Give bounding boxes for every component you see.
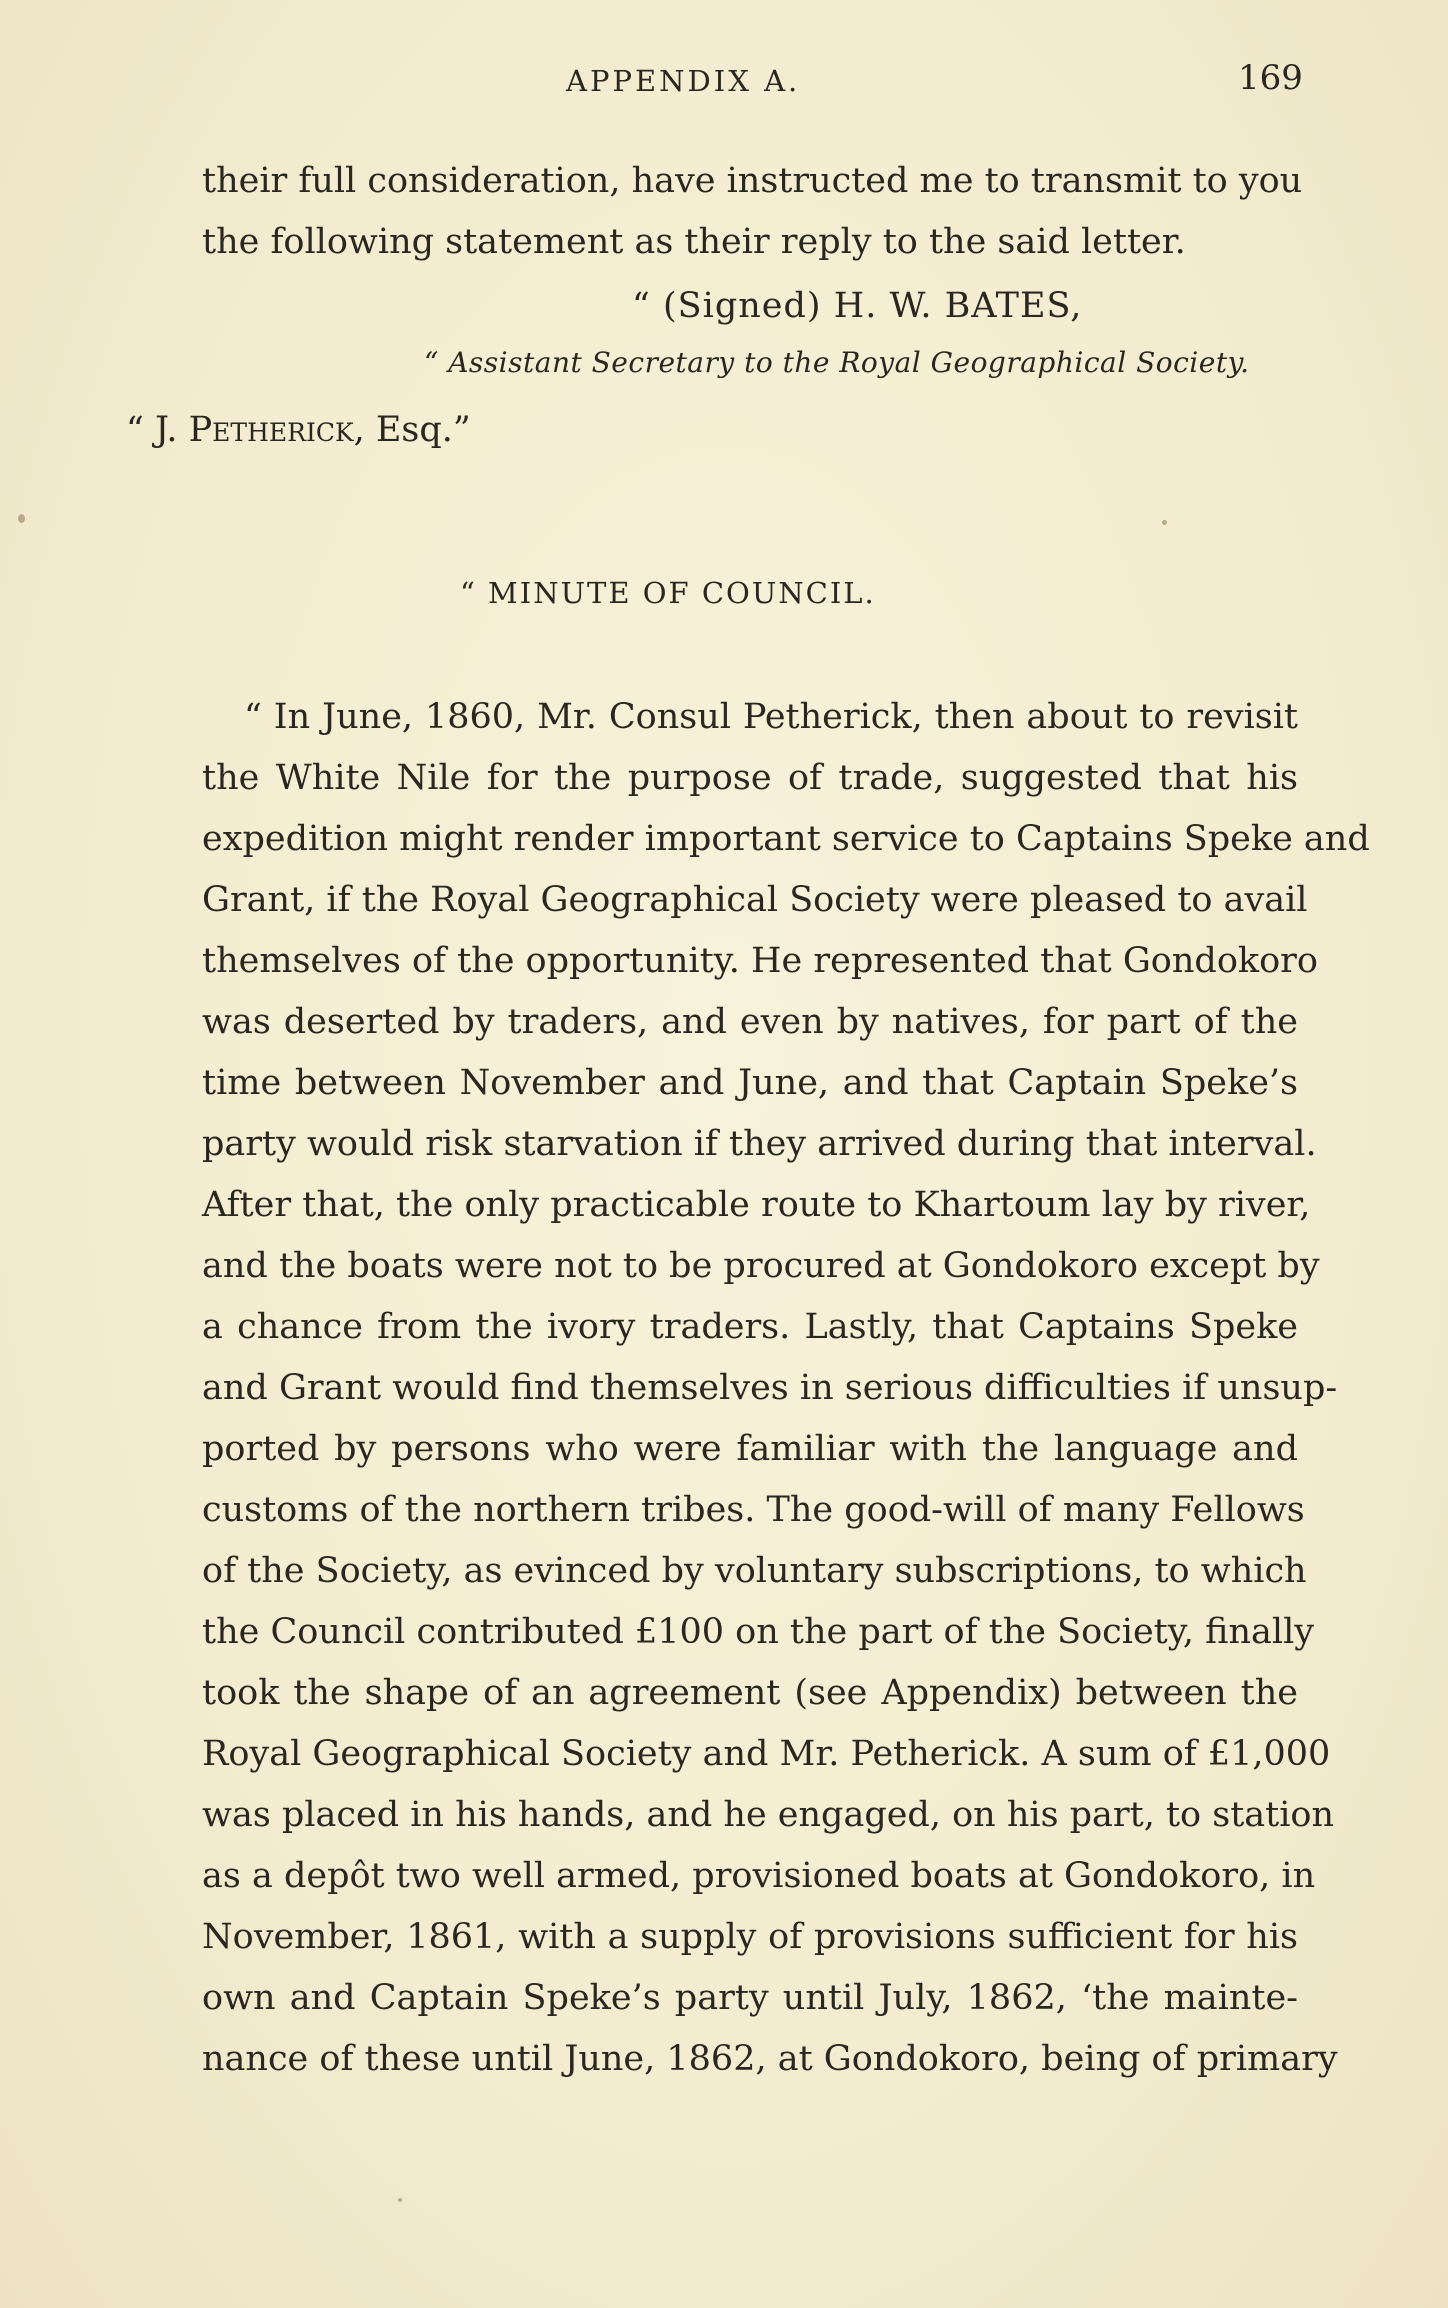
paragraph-line: ported by persons who were familiar with the language and bbox=[202, 1429, 1298, 1469]
paragraph-line: Grant, if the Royal Geographical Society were pleased to avail bbox=[202, 880, 1308, 920]
paper-speck bbox=[398, 2198, 402, 2202]
paragraph-line: a chance from the ivory traders. Lastly, that Captains Speke bbox=[202, 1307, 1298, 1347]
section-heading: “ MINUTE OF COUNCIL. bbox=[460, 576, 876, 610]
paragraph-line: was placed in his hands, and he engaged, on his part, to station bbox=[202, 1795, 1334, 1835]
paragraph-line: as a depôt two well armed, provisioned boats at Gondokoro, in bbox=[202, 1856, 1316, 1896]
letter-line: their full consideration, have instructed me to transmit to you bbox=[202, 161, 1303, 201]
paragraph-line: of the Society, as evinced by voluntary subscriptions, to which bbox=[202, 1551, 1307, 1591]
paragraph-line: own and Captain Speke’s party until July, 1862, ‘the mainte- bbox=[202, 1978, 1298, 2018]
page-number: 169 bbox=[1238, 58, 1303, 98]
paragraph-line: nance of these until June, 1862, at Gondokoro, being of primary bbox=[202, 2039, 1338, 2079]
paragraph-line: was deserted by traders, and even by natives, for part of the bbox=[202, 1002, 1298, 1042]
paragraph-line: took the shape of an agreement (see Appendix) between the bbox=[202, 1673, 1298, 1713]
paragraph-line: November, 1861, with a supply of provisions sufficient for his bbox=[202, 1917, 1298, 1957]
paragraph-line: “ In June, 1860, Mr. Consul Petherick, then about to revisit bbox=[244, 697, 1298, 737]
running-head bbox=[0, 56, 1448, 106]
paragraph-line: the White Nile for the purpose of trade, suggested that his bbox=[202, 758, 1298, 798]
addressee-name: Petherick bbox=[188, 410, 354, 450]
paragraph-line: and the boats were not to be procured at Gondokoro except by bbox=[202, 1246, 1320, 1286]
paragraph-line: customs of the northern tribes. The good-will of many Fellows bbox=[202, 1490, 1305, 1530]
paragraph-line: time between November and June, and that Captain Speke’s bbox=[202, 1063, 1298, 1103]
signature-title: “ Assistant Secretary to the Royal Geographical Society. bbox=[424, 346, 1250, 379]
paragraph-line: the Council contributed £100 on the part of the Society, finally bbox=[202, 1612, 1315, 1652]
paragraph-line: and Grant would find themselves in serious difficulties if unsup- bbox=[202, 1368, 1338, 1408]
addressee-close: , Esq.” bbox=[353, 410, 471, 450]
paragraph-line: expedition might render important service to Captains Speke and bbox=[202, 819, 1370, 859]
paragraph-line: themselves of the opportunity. He represented that Gondokoro bbox=[202, 941, 1318, 981]
addressee-open: “ J. bbox=[126, 410, 189, 450]
paper-speck bbox=[18, 514, 25, 523]
running-title: APPENDIX A. bbox=[566, 64, 801, 98]
addressee bbox=[126, 410, 471, 450]
letter-line: the following statement as their reply to the said letter. bbox=[202, 222, 1186, 262]
paragraph-line: After that, the only practicable route to Khartoum lay by river, bbox=[202, 1185, 1311, 1225]
paper-speck bbox=[1162, 520, 1167, 525]
paragraph-line: party would risk starvation if they arrived during that interval. bbox=[202, 1124, 1317, 1164]
signature: “ (Signed) H. W. BATES, bbox=[632, 286, 1083, 326]
paragraph-line: Royal Geographical Society and Mr. Petherick. A sum of £1,000 bbox=[202, 1734, 1331, 1774]
